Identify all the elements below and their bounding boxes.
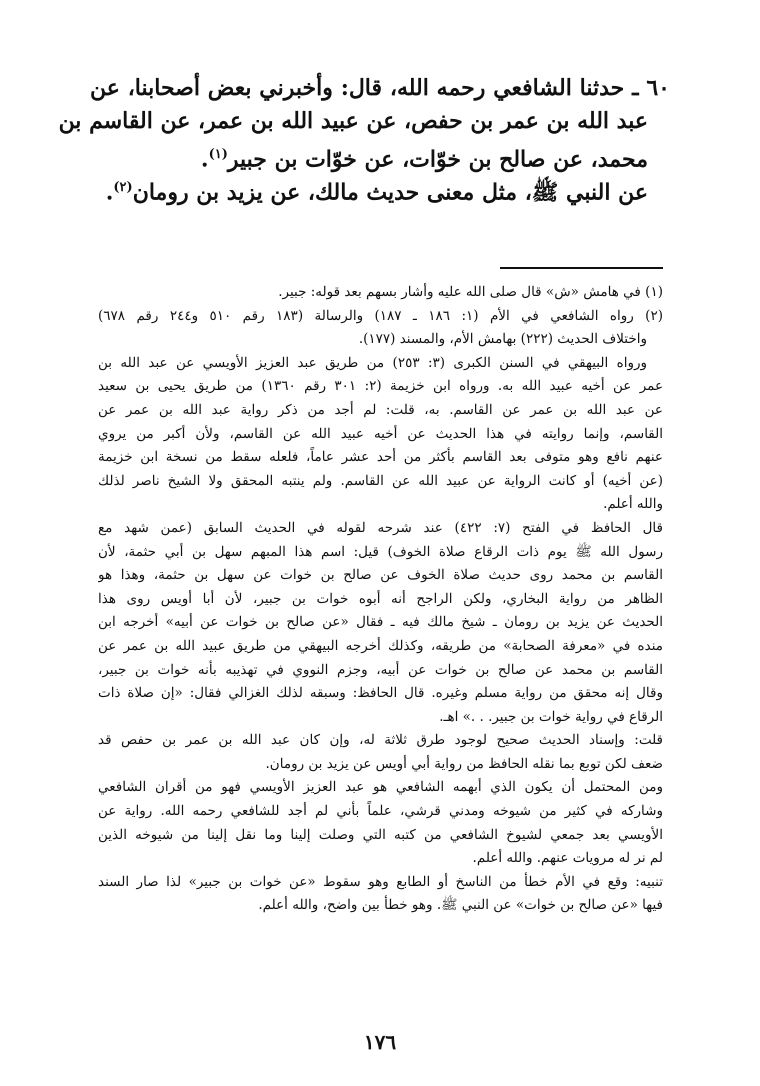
hadith-line-2: عبد الله بن عمر بن حفص، عن عبيد الله بن عمر، عن القاسم بن xyxy=(58,108,648,134)
footnote-ref-2[interactable]: (٢) xyxy=(113,180,133,195)
footnote-line: وشاركه في كثير من شيوخه ومدني قرشي، علماً بأني لم أجد للشافعي رحمه الله. رواية عن xyxy=(98,803,663,820)
footnote-line: الحديث عن يزيد بن رومان ـ شيخ مالك فيه ـ فقال «عن صالح بن خوات عن أبيه» أخرجه ابن xyxy=(98,614,663,631)
hadith-line-4: عن النبي ﷺ، مثل معنى حديث مالك، عن يزيد بن رومان$^{(٢)}$. xyxy=(105,179,648,206)
footnote-ref-1[interactable]: (١) xyxy=(208,147,228,162)
footnote-line: القاسم بن محمد عن صالح بن خوات عن أبيه، وجزم النووي في تهذيبه بأنه خوات بن جبير، xyxy=(98,661,663,678)
footnote-line: وقال إنه محقق من رواية مسلم وغيره. قال الحافظ: وسبقه لذلك الغزالي فقال: «إن صلاة ذات xyxy=(98,685,663,702)
footnote-line: قال الحافظ في الفتح (٧: ٤٢٢) عند شرحه لقوله في الحديث السابق (عمن شهد مع xyxy=(98,519,663,536)
footnote-line: رسول الله ﷺ يوم ذات الرقاع صلاة الخوف) قيل: اسم هذا المبهم سهل بن أبي حثمة، لأن xyxy=(98,543,663,560)
footnotes xyxy=(98,281,663,918)
footnote-line: منده في «معرفة الصحابة» من طريقه، وكذلك أخرجه البيهقي من طريق عبيد الله بن عمر عن xyxy=(98,637,663,654)
footnote-line: القاسم بن محمد روى حديث صلاة الخوف عن صالح بن خوات عن سهل بن حثمة، وهذا هو xyxy=(98,567,663,584)
footnote-line: الرقاع في رواية خوات بن جبير. . .» اهـ. xyxy=(439,708,663,725)
footnote-line: ضعف لكن توبع بما نقله الحافظ من رواية أبي أويس عن يزيد بن رومان. xyxy=(265,755,663,772)
footnote-line: القاسم، وإنما روايته في هذا الحديث عن أخيه عبيد الله عن القاسم، ولأن أكبر من يروي xyxy=(98,425,663,442)
footnote-line: عمر عن أخيه عبيد الله به. ورواه ابن خزيمة (٢: ٣٠١ رقم ١٣٦٠) من طريق يحيى بن سعيد xyxy=(98,378,663,395)
footnote-line: عن عبد الله بن عمر عن القاسم. به، قلت: لم أجد من ذكر رواية عبد الله بن عمر عن xyxy=(98,401,663,418)
hadith-line-1: ٦٠ ـ حدثنا الشافعي رحمه الله، قال: وأخبرني بعض أصحابنا، عن xyxy=(90,75,670,101)
footnote-line: واختلاف الحديث (٢٢٢) بهامش الأم، والمسند (١٧٧). xyxy=(358,331,647,348)
footnote-line: تنبيه: وقع في الأم خطأ من الناسخ أو الطابع وهو سقوط «عن خوات بن جبير» لذا صار السند xyxy=(98,873,663,890)
page-number: ١٧٦ xyxy=(363,1030,397,1054)
footnote-line: الظاهر من رواية البخاري، ولكن الراجح أنه أبوه خوات بن جبير، لأن أبا أويس روى هذا xyxy=(98,590,663,607)
footnote-line: عنهم نافع وهو متوفى بعد القاسم بأكثر من أحد عشر عاماً، فلعله سقط من نسخة ابن خزيمة xyxy=(98,449,663,466)
footnote-line: (٢) رواه الشافعي في الأم (١: ١٨٦ ـ ١٨٧) والرسالة (١٨٣ رقم ٥١٠ و٢٤٤ رقم ٦٧٨) xyxy=(98,307,663,324)
footnote-line: (عن أخيه) أو كانت الرواية عن عبيد الله عن القاسم. ولم ينتبه المحقق ولا الشيخ ناصر لذلك xyxy=(98,472,663,489)
footnote-line: الأويسي بعد جمعي لشيوخ الشافعي من كتبه التي وصلت إلينا وما نقل إلينا من شيوخه الذين xyxy=(98,826,663,843)
footnote-line: فيها «عن صالح بن خوات» عن النبي ﷺ. وهو خطأ بين واضح، والله أعلم. xyxy=(258,897,663,914)
footnote-line: ومن المحتمل أن يكون الذي أبهمه الشافعي هو عبد العزيز الأويسي فهو من أقران الشافعي xyxy=(98,779,663,796)
hadith-text xyxy=(58,72,670,206)
footnote-line: ورواه البيهقي في السنن الكبرى (٣: ٢٥٣) من طريق عبد العزيز الأويسي عن عبد الله بن xyxy=(98,354,648,371)
footnote-line: قلت: وإسناد الحديث صحيح لوجود طرق ثلاثة له، وإن كان عبد الله بن عمر بن حفص قد xyxy=(98,732,663,749)
footnote-separator xyxy=(500,267,663,269)
footnote-line: لم نر له مرويات عنهم. والله أعلم. xyxy=(472,850,663,867)
footnote-line: (١) في هامش «ش» قال صلى الله عليه وأشار بسهم بعد قوله: جبير. xyxy=(278,284,663,300)
footnote-line: والله أعلم. xyxy=(603,496,663,513)
hadith-line-3: محمد، عن صالح بن خوّات، عن خوّات بن جبير$^{(١)}$. xyxy=(200,146,648,173)
